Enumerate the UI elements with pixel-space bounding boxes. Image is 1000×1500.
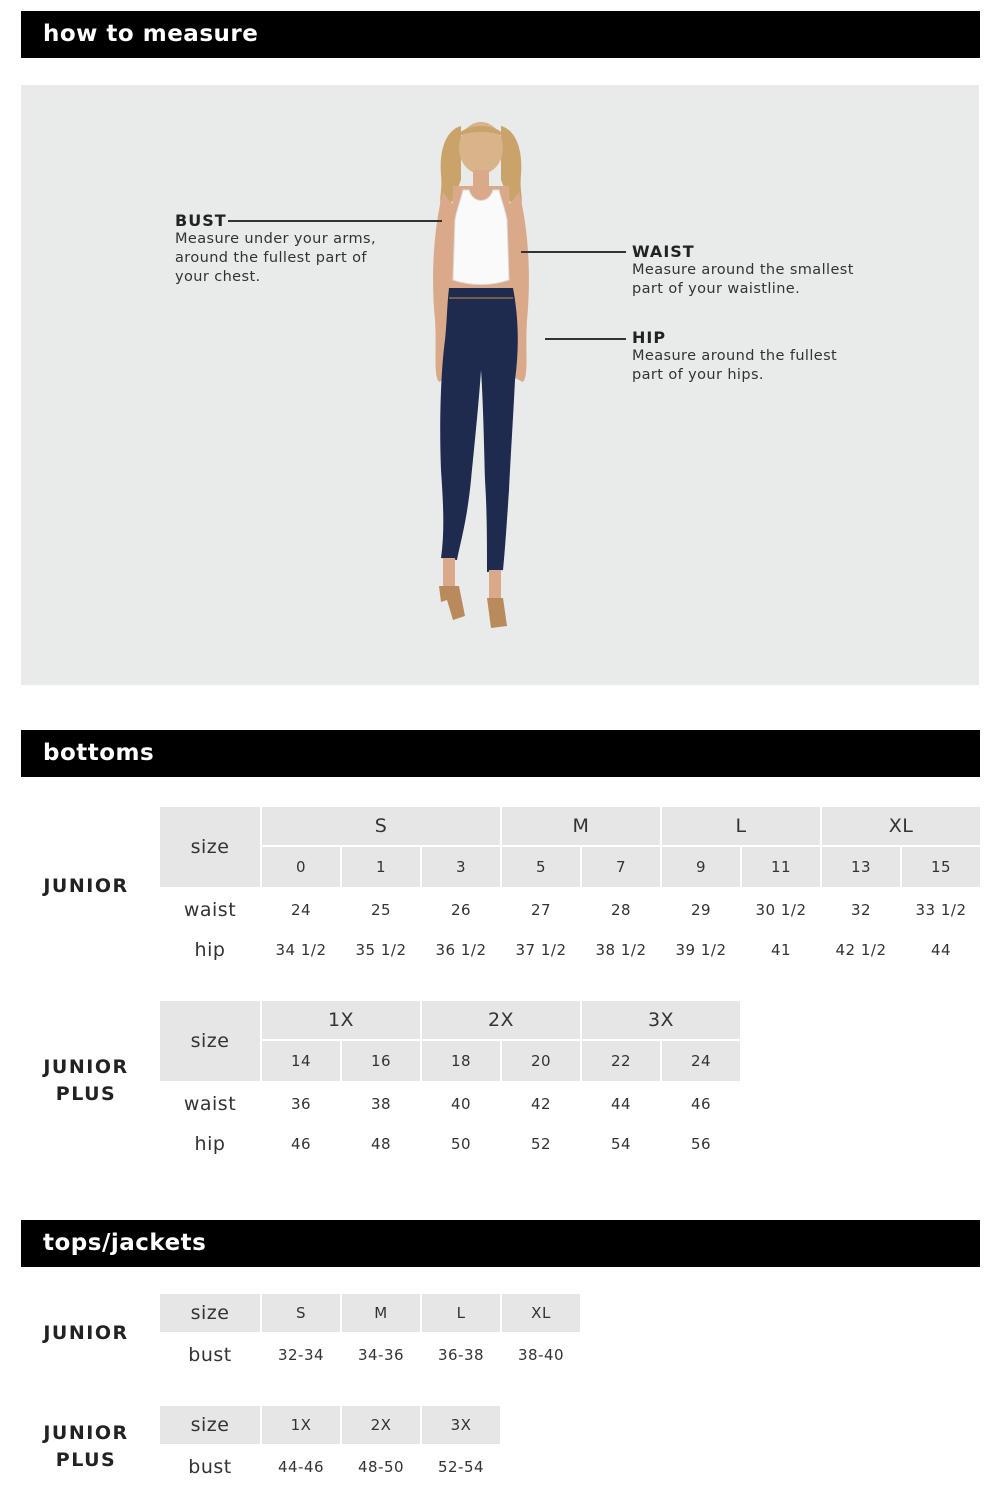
tops-junior-bust-value: 32-34 <box>277 1346 325 1364</box>
tops-plus-bust-value: 48-50 <box>357 1458 405 1476</box>
tops-junior-plus-line2: PLUS <box>55 1449 117 1471</box>
tops-junior-size-XL: XL <box>502 1294 580 1332</box>
bottoms-junior-waist-value: 29 <box>690 901 712 919</box>
bottoms-plus-hip-value: 48 <box>370 1135 392 1153</box>
hip-title: HIP <box>632 328 667 347</box>
tops-junior-bust-value: 34-36 <box>357 1346 405 1364</box>
tops-junior-size-header: size <box>160 1294 260 1332</box>
bottoms-junior-waist-value: 28 <box>610 901 632 919</box>
bottoms-plus-waist-value: 42 <box>530 1095 552 1113</box>
hip-description <box>632 328 837 385</box>
bottoms-junior-waist-value: 30 1/2 <box>755 901 807 919</box>
bottoms-junior-hip-value: 44 <box>930 941 952 959</box>
bottoms-plus-group-1X: 1X <box>262 1001 420 1039</box>
bottoms-junior-group-XL: XL <box>822 807 980 845</box>
bottoms-plus-waist-value: 38 <box>370 1095 392 1113</box>
bottoms-junior-size-11: 11 <box>742 847 820 887</box>
tops-junior-bust-label: bust <box>188 1344 232 1366</box>
waist-description <box>632 242 854 299</box>
tops-plus-size-3X: 3X <box>422 1406 500 1444</box>
bottoms-junior-waist-value: 32 <box>850 901 872 919</box>
bottoms-junior-hip-value: 37 1/2 <box>515 941 567 959</box>
bottoms-junior-size-7: 7 <box>582 847 660 887</box>
tops-plus-bust-label: bust <box>188 1456 232 1478</box>
bust-title: BUST <box>175 211 227 230</box>
tops-plus-size-2X: 2X <box>342 1406 420 1444</box>
junior-plus-line1: JUNIOR <box>43 1056 129 1078</box>
bottoms-plus-hip-value: 56 <box>690 1135 712 1153</box>
tops-junior-plus-line1: JUNIOR <box>43 1422 129 1444</box>
bust-description <box>175 211 376 287</box>
bottoms-plus-size-14: 14 <box>262 1041 340 1081</box>
waist-text-1: Measure around the smallest <box>632 262 854 278</box>
bottoms-plus-group-3X: 3X <box>582 1001 740 1039</box>
bottoms-plus-size-22: 22 <box>582 1041 660 1081</box>
bottoms-junior-hip-value: 34 1/2 <box>275 941 327 959</box>
tops-junior-label: JUNIOR <box>43 1322 129 1344</box>
tops-junior-size-L: L <box>422 1294 500 1332</box>
bottoms-plus-waist-value: 44 <box>610 1095 632 1113</box>
section-header-bottoms: bottoms <box>21 730 980 777</box>
bottoms-junior-hip-value: 42 1/2 <box>835 941 887 959</box>
tops-plus-size-header: size <box>160 1406 260 1444</box>
bottoms-junior-group-M: M <box>502 807 660 845</box>
section-header-how-to-measure: how to measure <box>21 11 980 58</box>
tops-junior-plus-label <box>21 1420 151 1474</box>
bottoms-plus-size-18: 18 <box>422 1041 500 1081</box>
bottoms-junior-size-1: 1 <box>342 847 420 887</box>
tops-plus-size-1X: 1X <box>262 1406 340 1444</box>
bust-text-3: your chest. <box>175 269 261 285</box>
bottoms-junior-size-0: 0 <box>262 847 340 887</box>
bottoms-junior-size-13: 13 <box>822 847 900 887</box>
bottoms-plus-hip-value: 52 <box>530 1135 552 1153</box>
bottoms-plus-size-24: 24 <box>662 1041 740 1081</box>
tops-junior-size-M: M <box>342 1294 420 1332</box>
bottoms-junior-plus-label <box>21 1054 151 1108</box>
bottoms-plus-size-20: 20 <box>502 1041 580 1081</box>
bottoms-junior-size-3: 3 <box>422 847 500 887</box>
bottoms-junior-size-9: 9 <box>662 847 740 887</box>
bottoms-plus-waist-value: 36 <box>290 1095 312 1113</box>
bust-text-1: Measure under your arms, <box>175 231 377 247</box>
junior-plus-line2: PLUS <box>55 1083 117 1105</box>
bottoms-plus-group-2X: 2X <box>422 1001 580 1039</box>
bottoms-junior-waist-value: 33 1/2 <box>915 901 967 919</box>
bottoms-junior-group-L: L <box>662 807 820 845</box>
model-figure-image <box>391 120 571 640</box>
waist-title: WAIST <box>632 242 695 261</box>
tops-junior-bust-value: 36-38 <box>437 1346 485 1364</box>
bottoms-junior-hip-value: 36 1/2 <box>435 941 487 959</box>
bottoms-junior-label: JUNIOR <box>43 875 129 897</box>
bottoms-junior-hip-value: 38 1/2 <box>595 941 647 959</box>
bottoms-junior-size-5: 5 <box>502 847 580 887</box>
bottoms-junior-group-S: S <box>262 807 500 845</box>
bottoms-plus-waist-value: 46 <box>690 1095 712 1113</box>
waist-pointer-line <box>521 251 626 253</box>
tops-plus-bust-value: 44-46 <box>277 1458 325 1476</box>
bottoms-plus-size-16: 16 <box>342 1041 420 1081</box>
bust-text-2: around the fullest part of <box>175 250 367 266</box>
bottoms-plus-hip-value: 50 <box>450 1135 472 1153</box>
bottoms-junior-size-15: 15 <box>902 847 980 887</box>
bottoms-plus-waist-label: waist <box>183 1093 237 1115</box>
bottoms-plus-waist-value: 40 <box>450 1095 472 1113</box>
bottoms-junior-size-header: size <box>160 807 260 887</box>
bottoms-junior-hip-value: 41 <box>770 941 792 959</box>
bottoms-junior-hip-value: 39 1/2 <box>675 941 727 959</box>
bottoms-junior-waist-label: waist <box>183 899 237 921</box>
bottoms-plus-hip-label: hip <box>194 1133 226 1155</box>
bottoms-junior-waist-value: 27 <box>530 901 552 919</box>
tops-junior-size-S: S <box>262 1294 340 1332</box>
bottoms-junior-hip-value: 35 1/2 <box>355 941 407 959</box>
measure-panel <box>21 85 979 685</box>
tops-junior-bust-value: 38-40 <box>517 1346 565 1364</box>
bottoms-plus-hip-value: 54 <box>610 1135 632 1153</box>
section-header-tops-jackets: tops/jackets <box>21 1220 980 1267</box>
bottoms-plus-size-header: size <box>160 1001 260 1081</box>
hip-text-1: Measure around the fullest <box>632 348 838 364</box>
bottoms-junior-waist-value: 25 <box>370 901 392 919</box>
hip-text-2: part of your hips. <box>632 367 764 383</box>
tops-plus-bust-value: 52-54 <box>437 1458 485 1476</box>
hip-pointer-line <box>545 338 626 340</box>
waist-text-2: part of your waistline. <box>632 281 801 297</box>
bottoms-junior-waist-value: 24 <box>290 901 312 919</box>
bottoms-plus-hip-value: 46 <box>290 1135 312 1153</box>
bottoms-junior-hip-label: hip <box>194 939 226 961</box>
bottoms-junior-waist-value: 26 <box>450 901 472 919</box>
